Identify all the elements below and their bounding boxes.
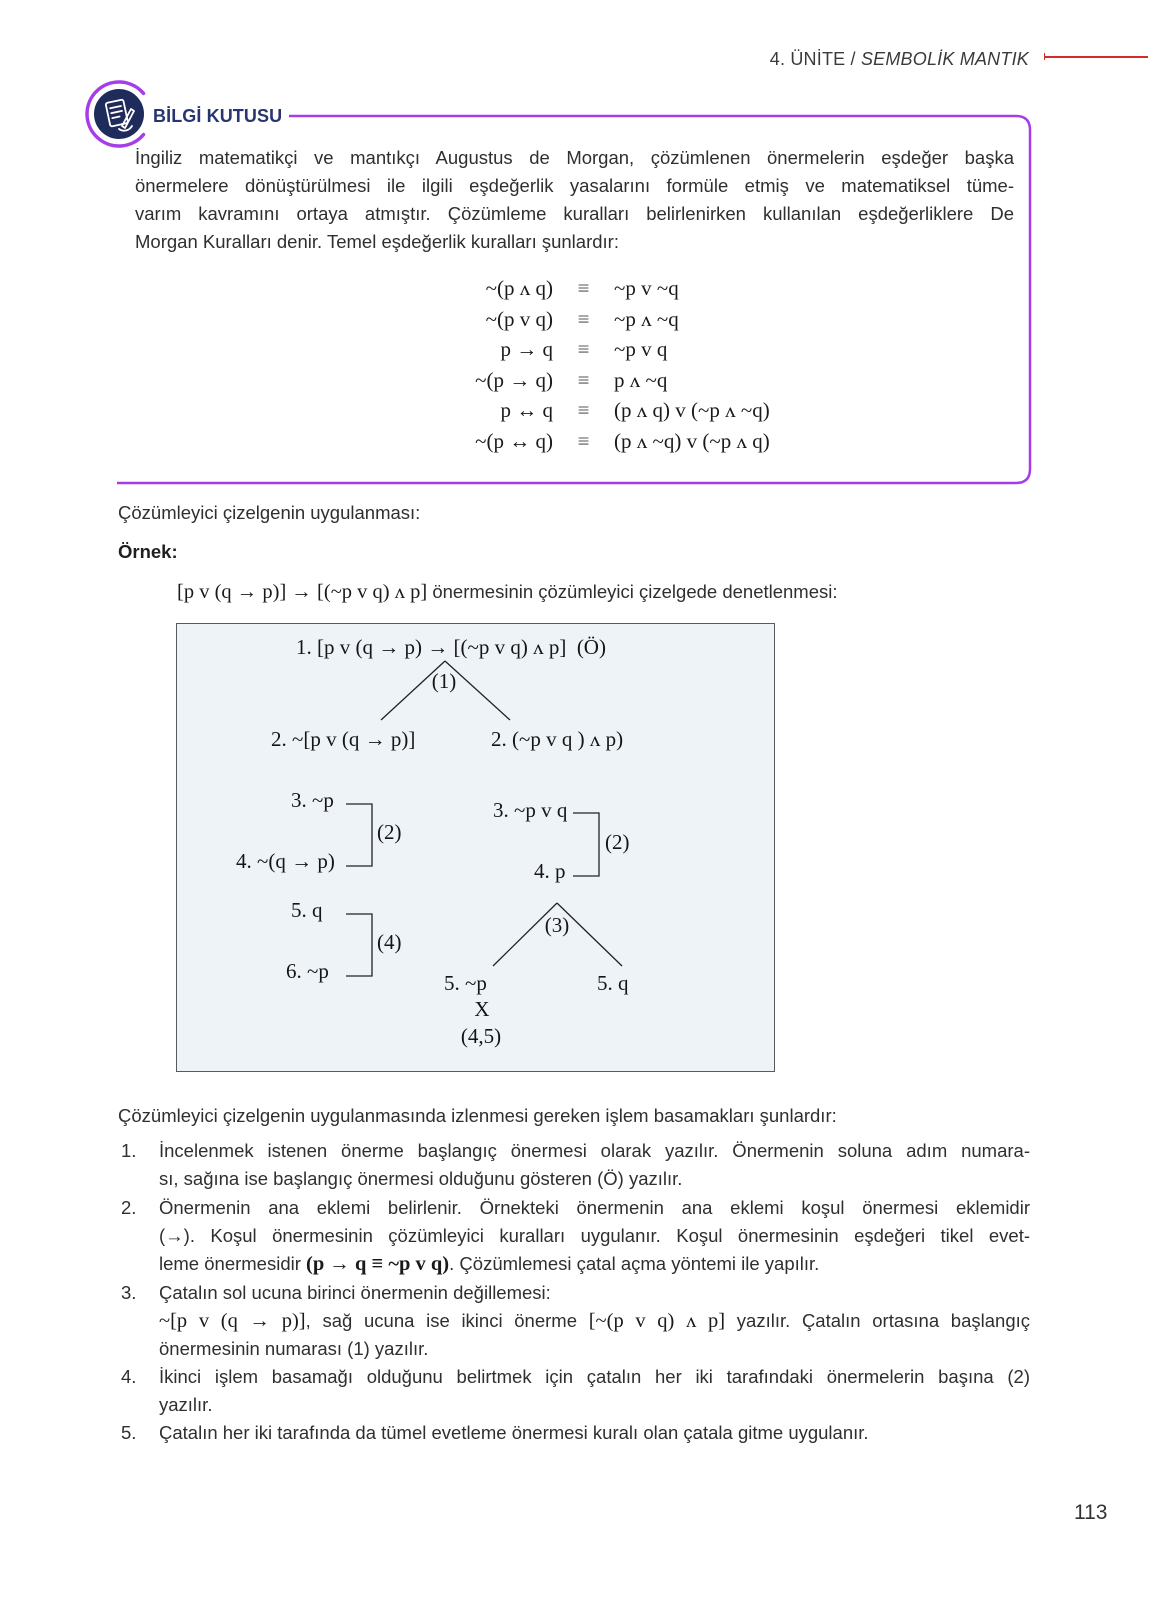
tree-left-rule-a: (2) [377,820,402,844]
step-formula: (p → q ≡ ~p v q) [306,1253,450,1275]
step-line [159,1307,1030,1335]
equivalence-right: (p ʌ q) v (~p ʌ ~q) [614,398,770,423]
step-line [159,1335,1030,1363]
equivalence-symbol: ≡ [577,367,590,392]
badge-circle [94,89,144,139]
tree-left-step3: 3. ~p [291,788,334,812]
tableau-diagram [176,623,775,1072]
step-number: 2. [121,1197,137,1218]
tableau-diagram-box [176,623,775,1072]
step-text: leme önermesidir [159,1253,307,1274]
tree-right-step4: 4. p [534,859,566,883]
equivalence-right: (p ʌ ~q) v (~p ʌ q) [614,428,770,453]
example-formula: [p v (q → p)] → [(~p v q) ʌ p] [177,581,428,603]
info-paragraph-line: önermelere dönüştürülmesi ile ilgili eşdeğerlik yasalarını formüle etmiş ve matematiksel tüme- [135,175,1014,196]
tree-right-step3: 3. ~p v q [493,798,568,822]
info-paragraph-line: varım kavramını ortaya atmıştır. Çözümleme kuralları belirlenirken kullanılan eşdeğerliklere De [135,203,1014,224]
tree-right-rule-a: (2) [605,830,630,854]
right-bracket-a [573,813,599,876]
step-text: , sağ ucuna ise ikinci önerme [305,1310,589,1331]
equivalence-left: p → q [500,337,553,362]
section-heading: Çözümleyici çizelgenin uygulanması: [118,502,421,523]
equivalence-left: ~(p → q) [475,367,553,392]
tree-left-step4: 4. ~(q → p) [236,849,335,873]
tree-fork-right: 5. q [597,971,629,995]
equivalence-left: ~(p v q) [485,306,553,331]
info-paragraph-line: Morgan Kuralları denir. Temel eşdeğerlik kuralları şunlardır: [135,231,619,252]
equivalence-symbol: ≡ [577,428,590,453]
step-number: 5. [121,1422,137,1443]
equivalence-table [380,273,914,457]
equivalence-symbol: ≡ [577,306,590,331]
equivalence-left: ~(p ʌ q) [485,276,553,300]
equivalence-symbol: ≡ [577,337,590,362]
tree-left-branch: 2. ~[p v (q → p)] [271,727,416,751]
step-text: (→). Koşul önermesinin çözümleyici kuralları uygulanır. Koşul önermesinin eşdeğeri tikel evet- [159,1225,1030,1246]
equivalence-symbol: ≡ [577,276,590,300]
info-box-title: BİLGİ KUTUSU [153,106,283,126]
step-text: İncelenmek istenen önerme başlangıç önermesi olarak yazılır. Önermenin soluna adım numara- [159,1140,1030,1161]
step-line [159,1194,1030,1222]
example-statement [177,578,838,606]
step-line [159,1363,1030,1391]
step-text: Çatalın sol ucuna birinci önermenin değillemesi: [159,1282,551,1303]
step-text: önermesinin numarası (1) yazılır. [159,1338,429,1359]
step-line [159,1250,1030,1278]
equivalence-right: ~p ʌ ~q [614,306,679,331]
unit-subject: SEMBOLİK MANTIK [860,49,1029,69]
info-box-badge [79,74,159,154]
tree-root-rule: (1) [431,669,457,693]
equivalence-left: p ↔ q [500,398,553,423]
tree-closed-mark: X [474,997,490,1021]
step-number: 3. [121,1282,137,1303]
step-text: yazılır. Çatalın ortasına başlangıç [725,1310,1030,1331]
tree-fork-rule: (3) [544,913,570,937]
step-line [159,1279,1030,1307]
tree-left-step5: 5. q [291,898,323,922]
step-text: . Çözümlemesi çatal açma yöntemi ile yapılır. [449,1253,820,1274]
step-formula: ~[p v (q → p)] [159,1310,306,1332]
step-line [159,1419,1030,1447]
step-text: İkinci işlem basamağı olduğunu belirtmek için çatalın her iki tarafındaki önermelerin başına (2) [159,1366,1030,1387]
left-bracket-b [346,914,372,976]
step-line [159,1165,1030,1193]
example-label: Örnek: [118,541,178,562]
step-number: 1. [121,1140,137,1161]
step-formula: [~(p v q) ʌ p] [588,1310,726,1332]
equivalence-symbol: ≡ [577,398,590,423]
example-text: önermesinin çözümleyici çizelgede denetlenmesi: [427,581,838,602]
equivalence-right: p ʌ ~q [614,367,668,392]
page-number: 113 [1074,1501,1108,1524]
left-bracket-a [346,804,372,866]
tree-fork-left: 5. ~p [444,971,487,995]
tree-root: 1. [p v (q → p) → [(~p v q) ʌ p] (Ö) [296,635,606,659]
step-line [159,1137,1030,1165]
step-line [159,1222,1030,1250]
step-text: sı, sağına ise başlangıç önermesi olduğunu gösteren (Ö) yazılır. [159,1168,683,1189]
step-text: yazılır. [159,1394,213,1415]
equivalence-right: ~p v q [614,337,668,362]
step-line [159,1391,1030,1419]
unit-label: 4. ÜNİTE / [769,49,861,69]
tree-right-branch: 2. (~p v q ) ʌ p) [491,727,624,751]
step-text: Önermenin ana eklemi belirlenir. Örnekteki önermenin ana eklemi koşul önermesi eklemidir [159,1197,1030,1218]
info-paragraph-line: İngiliz matematikçi ve mantıkçı Augustus de Morgan, çözümlenen önermelerin eşdeğer başka [135,147,1014,168]
tree-closed-ref: (4,5) [460,1024,502,1048]
tree-left-rule-b: (4) [377,930,402,954]
step-number: 4. [121,1366,137,1387]
tree-left-step6: 6. ~p [286,959,329,983]
steps-heading: Çözümleyici çizelgenin uygulanmasında izlenmesi gereken işlem basamakları şunlardır: [118,1105,837,1126]
step-text: Çatalın her iki tarafında da tümel evetleme önermesi kuralı olan çatala gitme uygulanır. [159,1422,869,1443]
equivalence-right: ~p v ~q [614,276,679,300]
equivalence-left: ~(p ↔ q) [475,428,553,453]
